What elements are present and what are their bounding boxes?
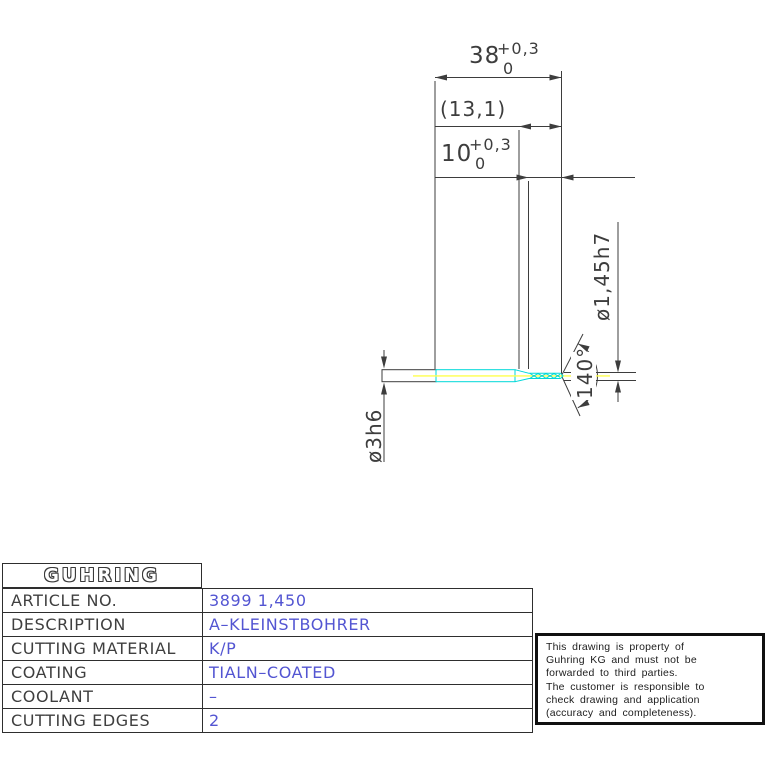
table-row-article-no [2,588,533,613]
disclaimer-line: (accuracy and completeness). [546,707,697,720]
dim-overall-tol-upper: +0,3 [497,39,540,58]
row-label: ARTICLE NO. [3,589,203,612]
disclaimer-line: This drawing is property of [546,641,685,653]
dim-point-angle: 140° [573,346,597,399]
logo-cell [2,563,202,588]
dim-flute-tol-lower: 0 [475,154,487,173]
dim-flute-tol-upper: +0,3 [469,135,512,154]
guhring-logo: GUHRING [44,565,160,586]
table-row-coolant [2,684,533,709]
row-value: A–KLEINSTBOHRER [209,615,371,634]
disclaimer-line: The customer is responsible to [546,680,705,693]
disclaimer-line: check drawing and application [546,693,700,706]
dim-overall-value: 38 [469,43,501,69]
disclaimer-box [535,633,765,725]
table-row-coating [2,660,533,685]
row-label: CUTTING EDGES [3,709,203,732]
row-label: COOLANT [3,685,203,708]
row-value: TIALN–COATED [209,663,336,682]
dim-drill-diameter: ø1,45h7 [590,231,614,321]
dim-overall-tol-lower: 0 [503,59,515,78]
row-value: K/P [209,639,237,658]
row-label: DESCRIPTION [3,613,203,636]
disclaimer-line: Guhring KG and must not be [546,654,697,667]
row-label: COATING [3,661,203,684]
disclaimer-line: forwarded to third parties. [546,667,678,680]
title-block [2,563,533,734]
row-value: 2 [209,711,220,730]
row-label: CUTTING MATERIAL [3,637,203,660]
row-value: – [209,687,218,706]
dim-reference-value: (13,1) [440,97,507,121]
dim-flute-value: 10 [441,141,473,167]
table-row-description [2,612,533,637]
dim-shank-diameter: ø3h6 [362,408,386,463]
row-value: 3899 1,450 [209,591,307,610]
table-row-cutting-edges [2,708,533,733]
table-row-cutting-material [2,636,533,661]
